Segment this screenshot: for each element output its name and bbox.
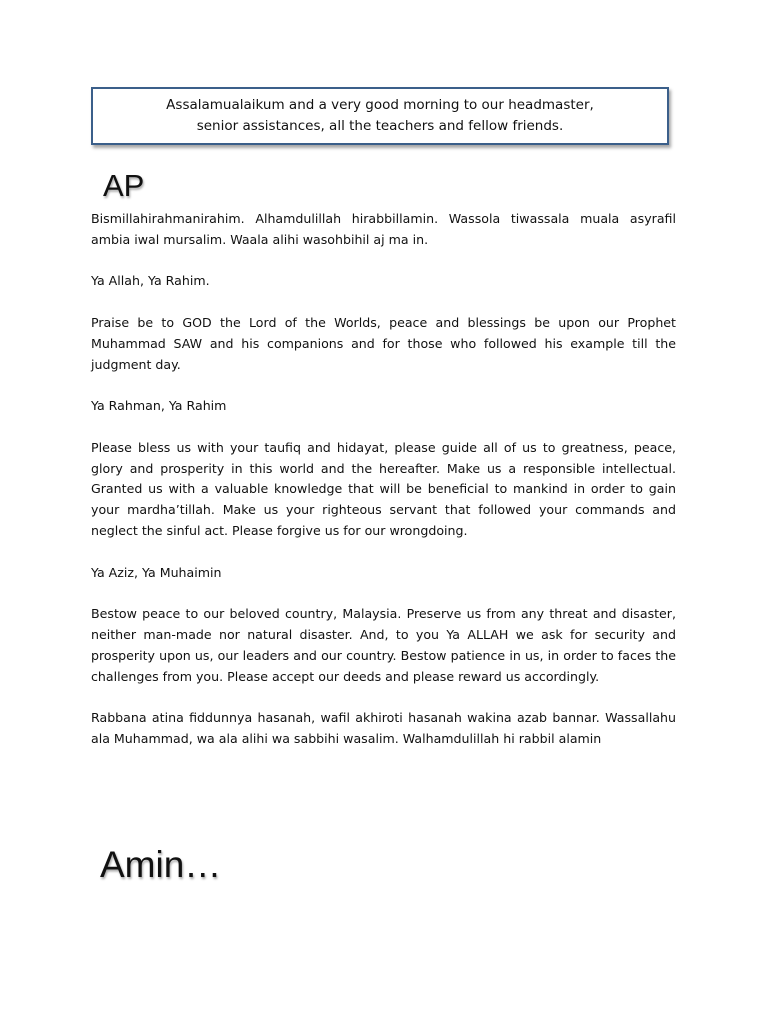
paragraph-opening: Bismillahirahmanirahim. Alhamdulillah hirabbillamin. Wassola tiwassala muala asyrafil ambia iwal mursalim. Waala alihi wasohbihil aj ma in. <box>91 211 676 247</box>
paragraph-country: Bestow peace to our beloved country, Malaysia. Preserve us from any threat and disaster, neither man-made nor natural disaster. And, to you Ya ALLAH we ask for security and prosperity upon us, our leaders and our country. Bestow patience in us, in order to faces the challenges from you. Please accept our deeds and please reward us accordingly. <box>91 606 676 684</box>
invocation-1: Ya Allah, Ya Rahim. <box>91 273 210 289</box>
heading: AP <box>103 168 145 203</box>
greeting-text <box>166 95 594 137</box>
greeting-line-1: Assalamualaikum and a very good morning to our headmaster, <box>166 97 594 113</box>
invocation-2: Ya Rahman, Ya Rahim <box>91 398 227 414</box>
greeting-line-2: senior assistances, all the teachers and fellow friends. <box>196 118 564 134</box>
prayer-body <box>91 209 676 750</box>
paragraph-praise: Praise be to GOD the Lord of the Worlds, peace and blessings be upon our Prophet Muhammad SAW and his companions and for those who followed his example till the judgment day. <box>91 314 676 372</box>
invocation-3: Ya Aziz, Ya Muhaimin <box>91 564 222 580</box>
closing-amin: Amin… <box>100 844 222 885</box>
greeting-box <box>91 87 669 145</box>
paragraph-blessing: Please bless us with your taufiq and hidayat, please guide all of us to greatness, peace, glory and prosperity in this world and the hereafter. Make us a responsible intellectual. Granted us with a valuable knowledge that will be beneficial to mankind in order to gain your mardha’tillah. Make us your righteous servant that followed your commands and neglect the sinful act. Please forgive us for our wrongdoing. <box>91 439 676 538</box>
paragraph-closing-prayer: Rabbana atina fiddunnya hasanah, wafil akhiroti hasanah wakina azab bannar. Wassallahu ala Muhammad, wa ala alihi wa sabbihi wasalim. Walhamdulillah hi rabbil alamin <box>91 710 676 746</box>
